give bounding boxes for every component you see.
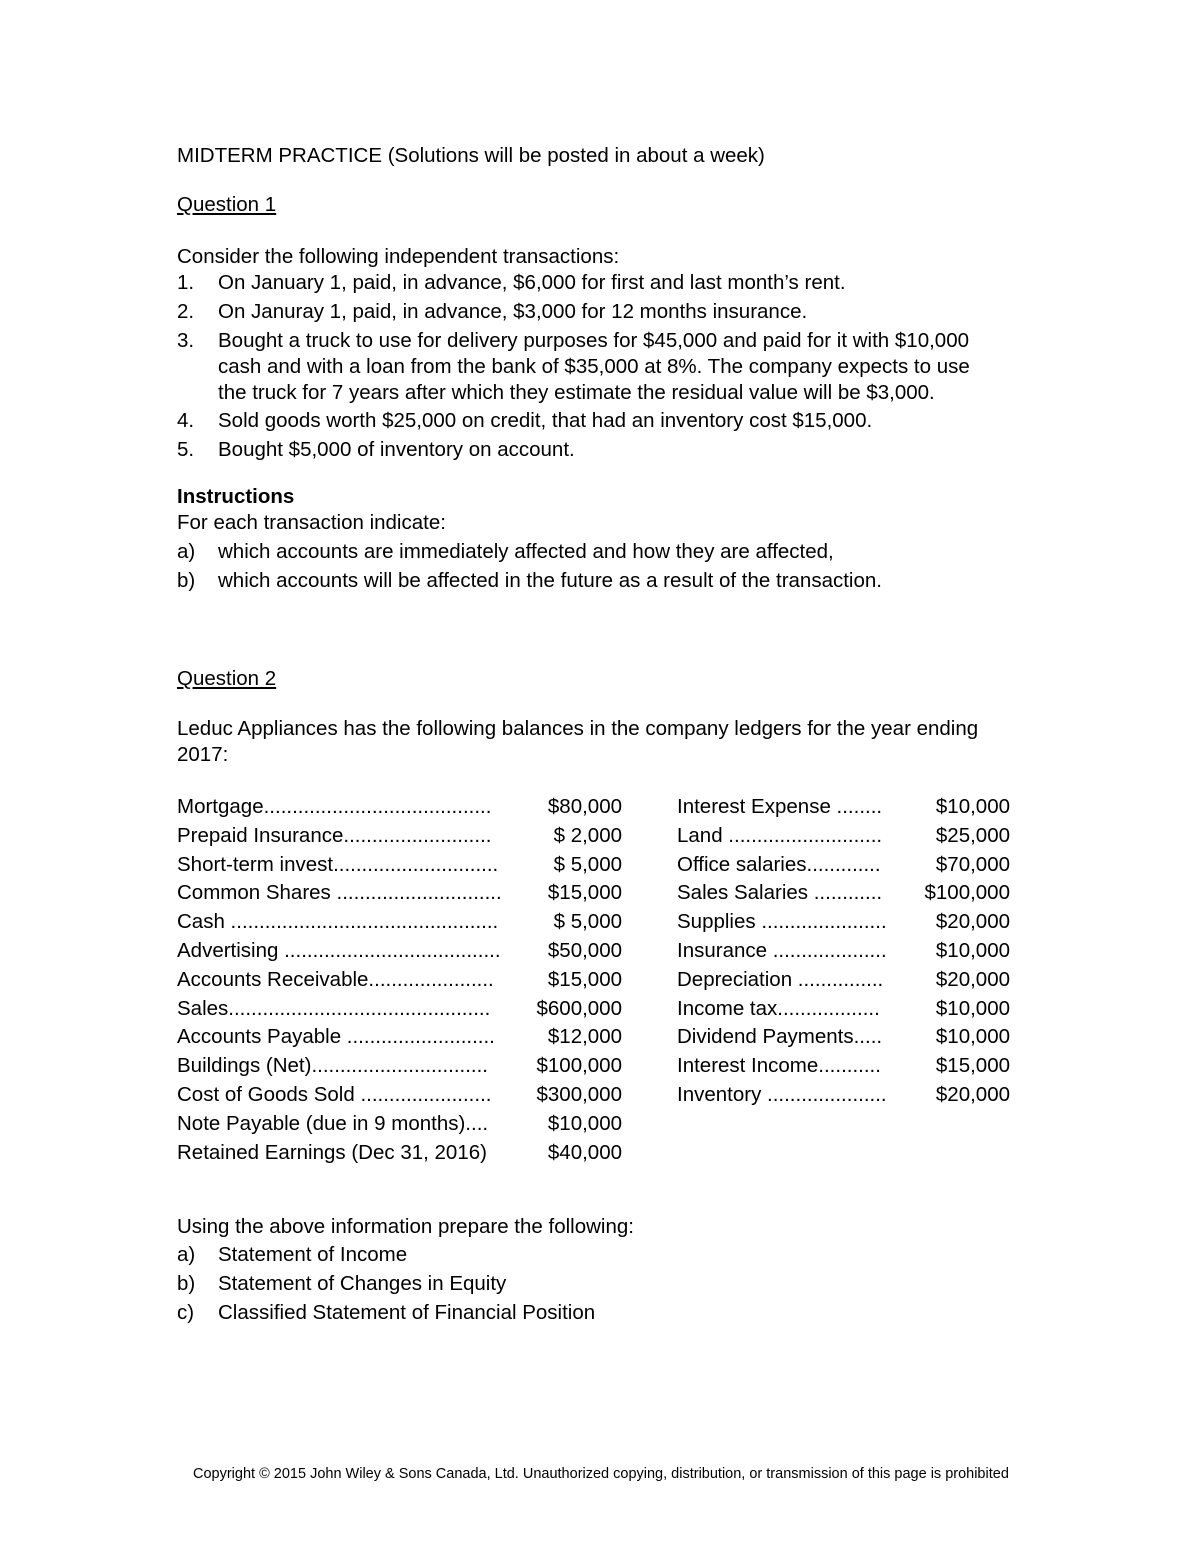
ledger-account-name: Land ........................... — [677, 823, 883, 847]
ledger-account-name: Cost of Goods Sold ....................... — [177, 1083, 492, 1106]
copyright-footer: Copyright © 2015 John Wiley & Sons Canada, Ltd. Unauthorized copying, distribution, or transmission of this page is prohibited — [193, 1466, 1009, 1482]
instructions-heading: Instructions — [177, 485, 295, 508]
ledger-account-name: Inventory ..................... — [677, 1083, 887, 1106]
ledger-account-name: Sales Salaries ............ — [677, 881, 883, 905]
ledger-account-name: Retained Earnings (Dec 31, 2016) — [177, 1140, 487, 1164]
ledger-account-name: Accounts Receivable...................... — [177, 967, 494, 991]
document-title: MIDTERM PRACTICE (Solutions will be posted in about a week) — [177, 144, 765, 167]
transaction-text: Bought a truck to use for delivery purposes for $45,000 and paid for it with $10,000 — [218, 329, 969, 352]
ledger-account-name: Income tax.................. — [677, 996, 880, 1020]
instructions-intro: For each transaction indicate: — [177, 511, 446, 534]
prepare-intro: Using the above information prepare the following: — [177, 1215, 634, 1238]
ledger-account-value: $100,000 — [536, 1054, 622, 1078]
ledger-account-value: $100,000 — [924, 881, 1010, 905]
ledger-account-value: $20,000 — [935, 910, 1010, 934]
ledger-account-value: $300,000 — [536, 1083, 622, 1106]
ledger-account-value: $ 5,000 — [553, 910, 622, 934]
ledger-account-value: $15,000 — [935, 1054, 1010, 1078]
question-2-intro-line-2: 2017: — [177, 743, 229, 766]
prepare-item-b-text: Statement of Changes in Equity — [218, 1272, 507, 1295]
ledger-account-value: $40,000 — [547, 1140, 622, 1164]
instruction-part-b-label: b) — [177, 569, 196, 592]
ledger-account-value: $10,000 — [935, 795, 1010, 818]
transaction-text: Bought $5,000 of inventory on account. — [218, 438, 575, 461]
ledger-account-value: $70,000 — [935, 852, 1010, 876]
ledger-account-value: $15,000 — [547, 967, 622, 991]
ledger-account-name: Cash ............................................... — [177, 910, 499, 934]
ledger-account-name: Dividend Payments..... — [677, 1025, 883, 1049]
question-1-intro: Consider the following independent transactions: — [177, 245, 620, 268]
ledger-account-value: $ 2,000 — [553, 823, 622, 847]
ledger-account-name: Interest Expense ........ — [677, 795, 883, 818]
ledger-account-name: Insurance .................... — [677, 939, 887, 962]
transaction-number: 2. — [177, 300, 195, 323]
ledger-account-value: $50,000 — [547, 939, 622, 962]
ledger-account-value: $10,000 — [547, 1111, 622, 1135]
ledger-account-name: Accounts Payable .......................... — [177, 1025, 495, 1049]
prepare-item-c-label: c) — [177, 1301, 195, 1324]
transaction-text: cash and with a loan from the bank of $35,000 at 8%. The company expects to use — [218, 355, 970, 378]
ledger-account-name: Advertising ...................................... — [177, 939, 501, 962]
prepare-item-c-text: Classified Statement of Financial Position — [218, 1301, 596, 1324]
ledger-account-name: Mortgage........................................ — [177, 795, 492, 818]
ledger-account-name: Buildings (Net)............................... — [177, 1054, 489, 1078]
prepare-item-b-label: b) — [177, 1272, 196, 1295]
question-2-heading: Question 2 — [177, 667, 277, 690]
ledger-account-name: Note Payable (due in 9 months).... — [177, 1111, 489, 1135]
question-2-intro-line-1: Leduc Appliances has the following balances in the company ledgers for the year ending — [177, 717, 979, 740]
transaction-number: 1. — [177, 271, 195, 294]
transaction-text: On January 1, paid, in advance, $6,000 for first and last month’s rent. — [218, 271, 846, 294]
ledger-account-name: Common Shares ............................. — [177, 881, 502, 905]
ledger-account-name: Short-term invest............................. — [177, 852, 499, 876]
ledger-account-value: $600,000 — [536, 996, 622, 1020]
transaction-number: 3. — [177, 329, 195, 352]
prepare-item-a-label: a) — [177, 1243, 196, 1266]
transaction-text: Sold goods worth $25,000 on credit, that had an inventory cost $15,000. — [218, 409, 873, 432]
ledger-account-name: Interest Income........... — [677, 1054, 881, 1078]
ledger-account-value: $10,000 — [935, 939, 1010, 962]
ledger-account-name: Sales.............................................. — [177, 996, 491, 1020]
transaction-number: 4. — [177, 409, 195, 432]
ledger-account-name: Prepaid Insurance.......................... — [177, 823, 492, 847]
transaction-text: the truck for 7 years after which they estimate the residual value will be $3,000. — [218, 381, 935, 404]
ledger-account-name: Depreciation ............... — [677, 967, 884, 991]
question-1-heading: Question 1 — [177, 193, 277, 216]
transaction-text: On Januray 1, paid, in advance, $3,000 for 12 months insurance. — [218, 300, 808, 323]
ledger-account-value: $80,000 — [547, 795, 622, 818]
ledger-account-value: $12,000 — [547, 1025, 622, 1049]
ledger-account-value: $25,000 — [935, 823, 1010, 847]
instruction-part-a-text: which accounts are immediately affected and how they are affected, — [218, 540, 834, 563]
ledger-account-value: $10,000 — [935, 1025, 1010, 1049]
prepare-item-a-text: Statement of Income — [218, 1243, 408, 1266]
ledger-account-value: $10,000 — [935, 996, 1010, 1020]
ledger-account-value: $20,000 — [935, 967, 1010, 991]
ledger-account-value: $20,000 — [935, 1083, 1010, 1106]
instruction-part-b-text: which accounts will be affected in the future as a result of the transaction. — [218, 569, 882, 592]
ledger-account-value: $15,000 — [547, 881, 622, 905]
ledger-account-name: Office salaries............. — [677, 852, 881, 876]
ledger-account-value: $ 5,000 — [553, 852, 622, 876]
instruction-part-a-label: a) — [177, 540, 196, 563]
transaction-number: 5. — [177, 438, 195, 461]
ledger-account-name: Supplies ...................... — [677, 910, 887, 934]
